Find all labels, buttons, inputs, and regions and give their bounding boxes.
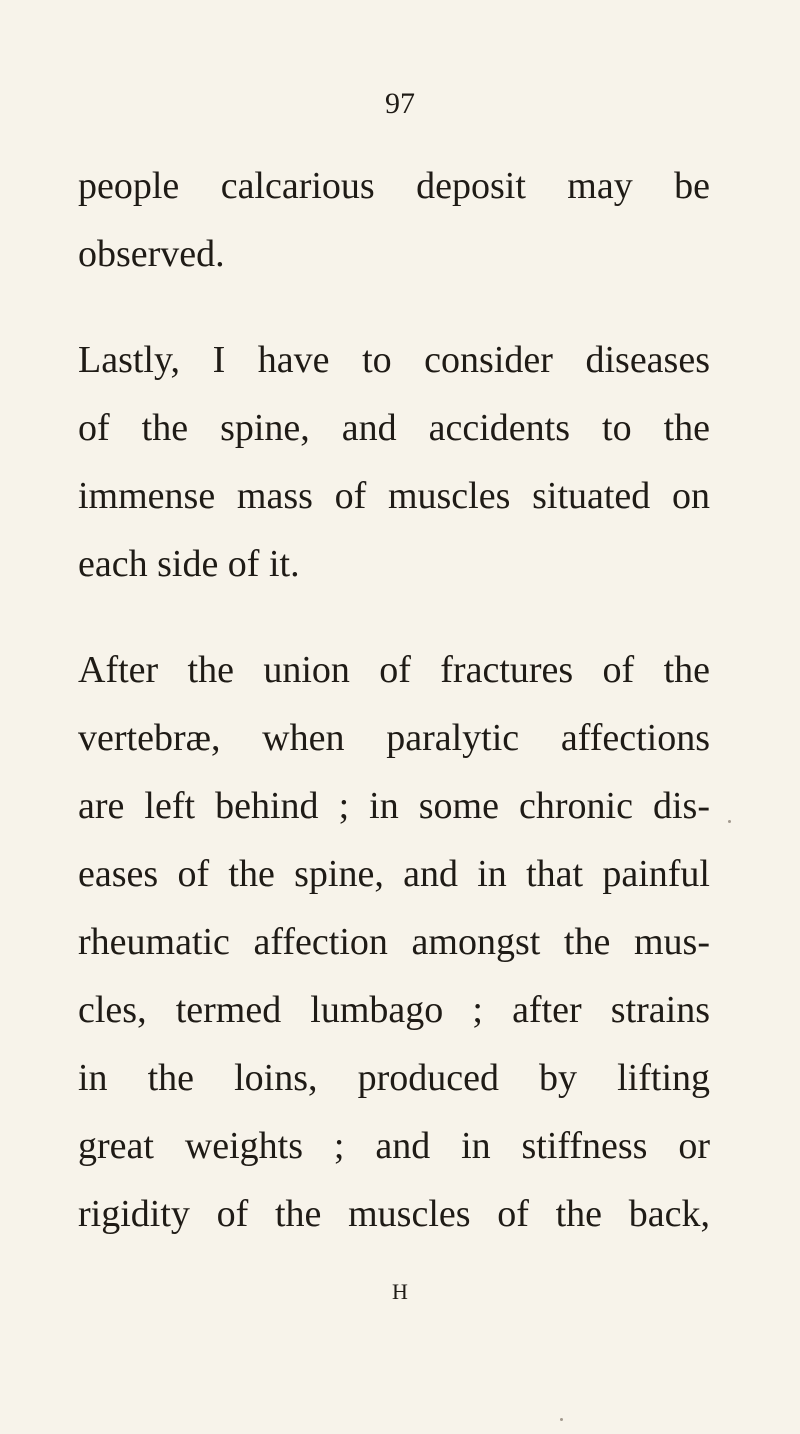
text-line: people calcarious deposit may be	[78, 165, 710, 207]
text-line: cles, termed lumbago ; after strains	[78, 989, 710, 1031]
text-line: eases of the spine, and in that painful	[78, 853, 710, 895]
text-line: After the union of fractures of the	[78, 649, 710, 691]
text-line: rheumatic affection amongst the mus-	[78, 921, 710, 963]
paper-speck	[728, 820, 731, 823]
text-line: immense mass of muscles situated on	[78, 475, 710, 517]
text-line: are left behind ; in some chronic dis-	[78, 785, 710, 827]
text-line: in the loins, produced by lifting	[78, 1057, 710, 1099]
page-number: 97	[385, 87, 415, 120]
text-line: rigidity of the muscles of the back,	[78, 1193, 710, 1235]
signature-mark: H	[392, 1279, 408, 1304]
text-line: great weights ; and in stiffness or	[78, 1125, 710, 1167]
text-line: of the spine, and accidents to the	[78, 407, 710, 449]
text-line: vertebræ, when paralytic affections	[78, 717, 710, 759]
text-line: observed.	[78, 233, 225, 275]
text-line: each side of it.	[78, 543, 300, 585]
text-line: Lastly, I have to consider diseases	[78, 339, 710, 381]
paper-speck	[560, 1418, 563, 1421]
